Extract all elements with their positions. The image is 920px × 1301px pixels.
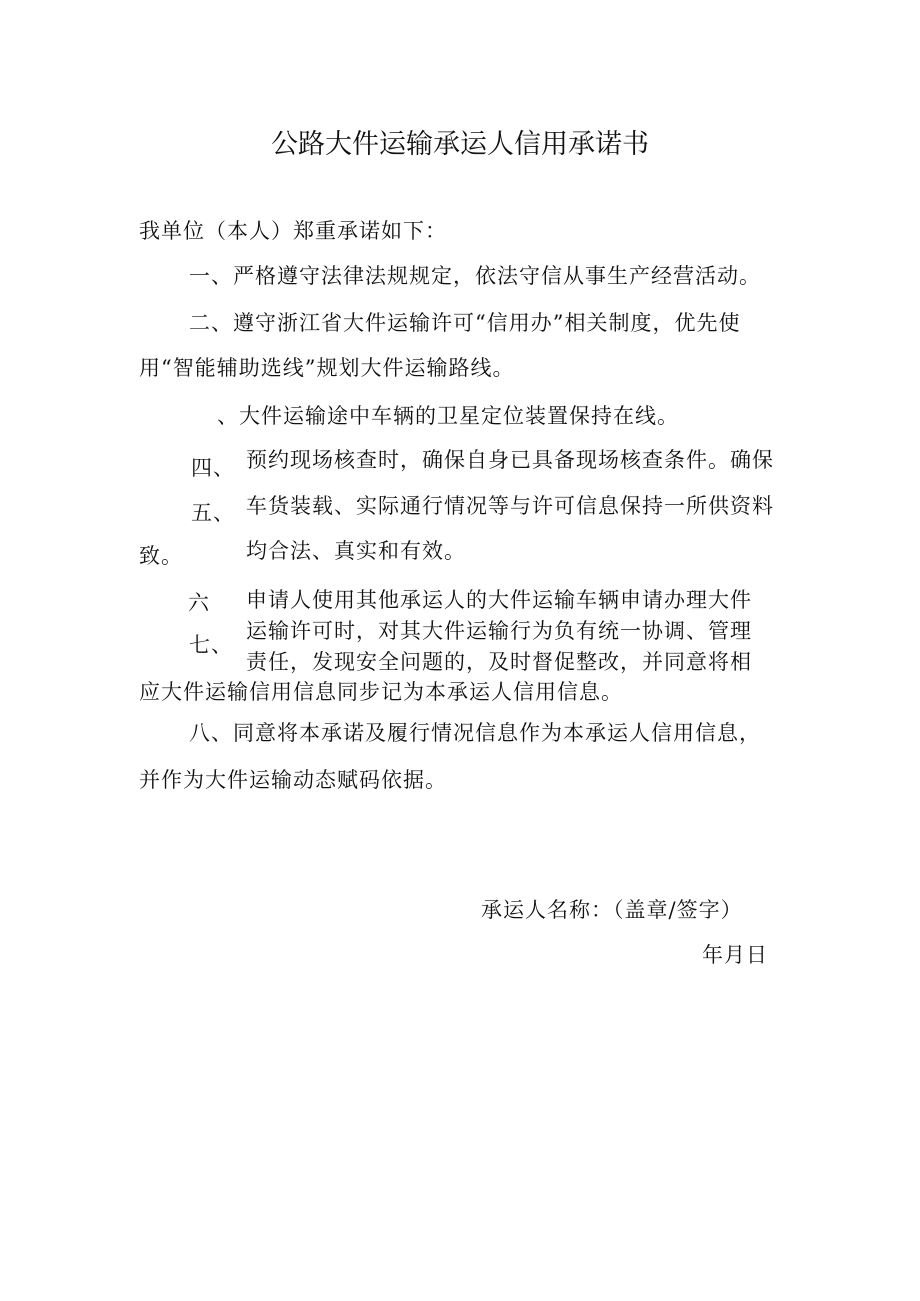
item-6-number: 六	[188, 591, 210, 615]
item-6-line-1: 申请人使用其他承运人的大件运输车辆申请办理大件	[246, 588, 752, 612]
item-3: 、大件运输途中车辆的卫星定位装置保持在线。	[217, 404, 679, 428]
item-7-number: 七、	[189, 633, 233, 657]
item-2-line-1: 二、遵守浙江省大件运输许可“信用办”相关制度，优先使	[189, 311, 741, 335]
intro-text: 我单位（本人）郑重承诺如下：	[139, 219, 447, 243]
item-5-line: 车货装载、实际通行情况等与许可信息保持一所供资料	[246, 494, 774, 518]
item-4-line: 预约现场核查时，确保自身已具备现场核查条件。确保	[246, 448, 774, 472]
document-title: 公路大件运输承运人信用承诺书	[271, 129, 649, 160]
item-7-line-last: 应大件运输信用信息同步记为本承运人信用信息。	[139, 680, 623, 704]
date-label: 年月日	[702, 943, 768, 967]
item-4-5-tail: 致。	[139, 544, 183, 568]
item-4-number: 四、	[191, 456, 235, 480]
item-5-line-2: 均合法、真实和有效。	[246, 539, 466, 563]
item-6-line-2: 运输许可时，对其大件运输行为负有统一协调、管理	[246, 619, 752, 643]
item-8-line-2: 并作为大件运输动态赋码依据。	[139, 768, 447, 792]
item-5-number: 五、	[191, 501, 235, 525]
item-2-line-2: 用“智能辅助选线”规划大件运输路线。	[139, 356, 515, 380]
item-1: 一、严格遵守法律法规规定，依法守信从事生产经营活动。	[189, 264, 761, 288]
item-6-line-3: 责任，发现安全问题的，及时督促整改，并同意将相	[246, 650, 752, 674]
carrier-name-label: 承运人名称：（盖章/签字）	[481, 898, 743, 922]
item-8-line-1: 八、同意将本承诺及履行情况信息作为本承运人信用信息，	[189, 721, 761, 745]
